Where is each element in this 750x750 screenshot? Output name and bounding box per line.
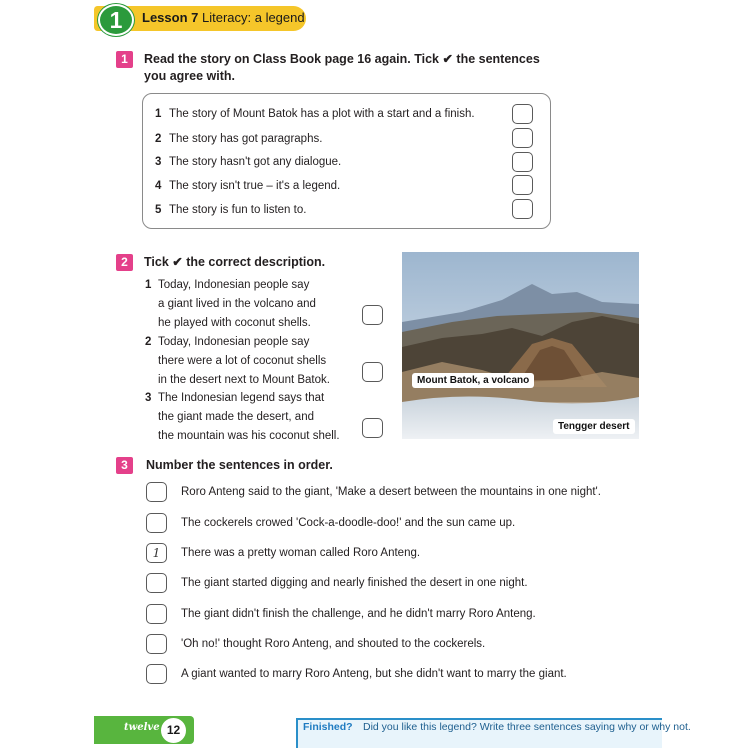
exercise-1-item: 4 The story isn't true – it's a legend. [155, 180, 341, 192]
exercise-3-number-box[interactable] [146, 573, 167, 593]
mount-batok-photo [402, 252, 639, 439]
exercise-3-sentence: 'Oh no!' thought Roro Anteng, and shouted to the cockerels. [181, 638, 486, 650]
exercise-3-sentence: A giant wanted to marry Roro Anteng, but she didn't want to marry the giant. [181, 668, 567, 680]
exercise-1-item: 1 The story of Mount Batok has a plot with a start and a finish. [155, 108, 475, 120]
exercise-1-instruction-line1: Read the story on Class Book page 16 again. Tick ✔ the sentences [144, 52, 540, 66]
exercise-1-checkbox[interactable] [512, 152, 533, 172]
exercise-1-checkbox[interactable] [512, 175, 533, 195]
lesson-title [142, 10, 305, 25]
exercise-1-number: 1 [116, 51, 133, 68]
lesson-number-badge: 1 [98, 4, 134, 36]
exercise-3-number-box[interactable] [146, 604, 167, 624]
exercise-1-checkbox[interactable] [512, 104, 533, 124]
exercise-2-checkbox[interactable] [362, 305, 383, 325]
exercise-1-instruction [144, 51, 540, 85]
exercise-3-number-box[interactable] [146, 482, 167, 502]
exercise-2-option: 2 Today, Indonesian people say there were a lot of coconut shells in the desert next to Mount Batok. [145, 336, 330, 386]
exercise-2-option: 3 The Indonesian legend says that the giant made the desert, and the mountain was his coconut shell. [145, 392, 340, 442]
exercise-3-number-box[interactable] [146, 634, 167, 654]
exercise-3-number-box[interactable] [146, 513, 167, 533]
exercise-2-option: 1 Today, Indonesian people say a giant lived in the volcano and he played with coconut shells. [145, 279, 316, 329]
exercise-3-sentence: Roro Anteng said to the giant, 'Make a desert between the mountains in one night'. [181, 486, 601, 498]
exercise-1-checkbox[interactable] [512, 199, 533, 219]
page-word: twelve [124, 722, 160, 733]
exercise-1-item: 5 The story is fun to listen to. [155, 204, 307, 216]
finished-text: Did you like this legend? Write three sentences saying why or why not. [363, 721, 691, 733]
exercise-2-checkbox[interactable] [362, 418, 383, 438]
exercise-1-instruction-line2: you agree with. [144, 69, 235, 83]
exercise-3-number: 3 [116, 457, 133, 474]
exercise-3-sentence: The giant didn't finish the challenge, and he didn't marry Roro Anteng. [181, 608, 536, 620]
finished-label: Finished? [303, 721, 353, 733]
exercise-1-item: 2 The story has got paragraphs. [155, 133, 323, 145]
exercise-2-checkbox[interactable] [362, 362, 383, 382]
exercise-3-number-box[interactable]: 1 [146, 543, 167, 563]
exercise-2-number: 2 [116, 254, 133, 271]
exercise-3-sentence: The cockerels crowed 'Cock-a-doodle-doo!' and the sun came up. [181, 517, 516, 529]
photo-label-volcano: Mount Batok, a volcano [412, 373, 534, 388]
exercise-3-instruction: Number the sentences in order. [146, 458, 333, 472]
exercise-1-checkbox[interactable] [512, 128, 533, 148]
exercise-3-sentence: There was a pretty woman called Roro Anteng. [181, 547, 421, 559]
page-number: 12 [160, 717, 187, 744]
exercise-1-item: 3 The story hasn't got any dialogue. [155, 156, 342, 168]
exercise-3-number-box[interactable] [146, 664, 167, 684]
lesson-label: Lesson 7 [142, 10, 199, 25]
photo-label-desert: Tengger desert [553, 419, 635, 434]
exercise-3-sentence: The giant started digging and nearly finished the desert in one night. [181, 577, 528, 589]
lesson-topic: Literacy: a legend [201, 10, 305, 25]
exercise-2-instruction: Tick ✔ the correct description. [144, 255, 326, 269]
